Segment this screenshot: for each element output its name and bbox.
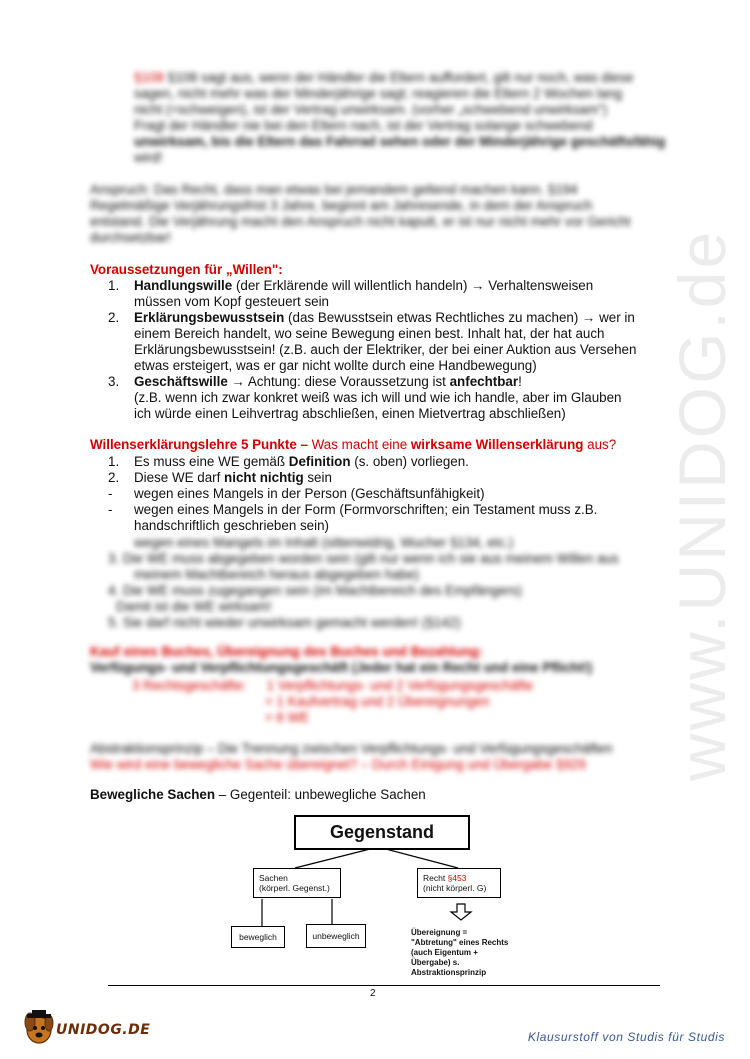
blurred-abstraktion: Abstraktionsprinzip – Die Trennung zwischen Verpflichtungs- und Verfügungsgeschäften — [90, 741, 613, 756]
blurred-line: §108 sagt aus, wenn der Händler die Eltern auffordert, gilt nur noch, was diese — [167, 70, 634, 85]
arrow-down-icon — [451, 904, 471, 920]
diagram-unbeweglich-box — [306, 924, 366, 948]
blurred-line: unwirksam, bis die Eltern das Fahrrad sehen oder der Minderjährige geschäftsfähig — [134, 134, 666, 149]
diagram-root-box — [294, 815, 470, 850]
list-number: 2. — [108, 310, 120, 325]
list-number: 1. — [108, 278, 120, 293]
voraussetzungen-heading: Voraussetzungen für „Willen": — [90, 262, 283, 277]
unidog-logo-text: UNIDOG.DE — [56, 1022, 151, 1038]
item-bold: Definition — [288, 454, 351, 469]
item-text: etwas ersteigert, was er gar nicht wollte durch eine Handbewegung) — [134, 358, 537, 373]
wel-heading-bold: Willenserklärungslehre 5 Punkte – — [90, 437, 308, 452]
blurred-line: 3. Die WE muss abgegeben worden sein (gilt nur wenn ich sie aus meinem Willen aus — [108, 551, 619, 566]
blurred-kauf-sub: Verfügungs- und Verpflichtungsgeschäft (Jeder hat ein Recht und eine Pflicht!) — [90, 660, 593, 675]
list-number: 1. — [108, 454, 120, 469]
bewegliche-bold: Bewegliche Sachen — [90, 787, 216, 802]
diagram-beweglich-box — [231, 926, 285, 948]
blurred-line: Damit ist die WE wirksam! — [116, 599, 272, 614]
uebereignung-line: (auch Eigentum + — [411, 948, 478, 957]
blurred-paragraph-1: §108 §108 sagt aus, wenn der Händler die Eltern auffordert, gilt nur noch, was diese sagen, nicht mehr was der Minderjährige sagt; reagieren die Eltern 2 Wochen lang nicht (=schweigen), ist der Vertrag unwirksam. (vorher „schwebend unwirksam") Fragt der Händler nie bei den Eltern nach, ist der Vertrag solange schwebend unwirksam, bis die Eltern das Fahrrad sehen oder der Minderjährige geschäftsfähig wird! — [134, 70, 666, 165]
dog-icon — [22, 1010, 56, 1046]
uebereignung-line: Übergabe) s. — [411, 958, 460, 967]
uebereignung-line: "Abtretung" eines Rechts — [411, 938, 509, 947]
blurred-line: meinem Machtbereich heraus abgegeben habe) — [134, 567, 420, 582]
unidog-logo — [22, 1008, 162, 1048]
blurred-line: wird! — [134, 150, 163, 165]
wel-heading-text: Was macht eine — [307, 437, 411, 452]
item-text: wegen eines Mangels in der Person (Geschäftsunfähigkeit) — [134, 486, 485, 501]
list-dash: - — [108, 502, 113, 517]
watermark-text: www.UNIDOG.de — [665, 228, 739, 782]
diagram-root-label: Gegenstand — [329, 822, 435, 842]
list-number: 3. — [108, 374, 120, 389]
item-text: ich würde einen Leihvertrag abschließen, einen Mietvertrag abschließen) — [134, 406, 566, 421]
item-text: Erklärungsbewusstsein! (z.B. auch der Elektriker, der bei einer Auktion aus Versehen — [134, 342, 637, 357]
item-text: (s. oben) vorliegen. — [350, 454, 469, 469]
item-text: (z.B. wenn ich zwar konkret weiß was ich will und wie ich handle, aber im Glauben — [134, 390, 622, 405]
diagram-beweglich-label: beweglich — [239, 932, 277, 942]
diagram-recht-box — [417, 868, 501, 898]
item-text: (das Bewusstsein etwas Rechtliches zu machen) → wer in — [284, 310, 635, 325]
blurred-line: entstand. Die Verjährung macht den Anspruch nicht kaputt, er ist nur nicht mehr vor Gericht — [90, 214, 631, 229]
wel-heading-bold: wirksame Willenserklärung — [410, 437, 584, 452]
page-number: 2 — [370, 988, 376, 999]
diagram-recht-sub: (nicht körperl. G) — [423, 883, 487, 893]
item-text: Diese WE darf — [134, 470, 225, 485]
uebereignung-line: Abstraktionsprinzip — [411, 968, 487, 977]
item-bold: Handlungswille — [134, 278, 233, 293]
footer-slogan: Klausurstoff von Studis für Studis — [527, 1030, 725, 1044]
item-text: (der Erklärende will willentlich handeln) → Verhaltensweisen — [232, 278, 594, 293]
diagram-unbeweglich-label: unbeweglich — [312, 931, 360, 941]
blurred-line: durchsetzbar! — [90, 230, 172, 245]
item-text: müssen vom Kopf gesteuert sein — [134, 294, 330, 309]
blurred-line: = 6 WE — [265, 710, 310, 725]
item-text: handschriftlich geschrieben sein) — [134, 518, 330, 533]
connector-line — [295, 847, 378, 868]
item-text: Es muss eine WE gemäß — [134, 454, 289, 469]
diagram-sachen-sub: (körperl. Gegenst.) — [259, 883, 330, 893]
blurred-line: wegen eines Mangels im Inhalt (sittenwidrig, Wucher §134, etc.) — [134, 535, 514, 550]
item-text: ! — [518, 374, 522, 389]
diagram-recht-paragraph: §453 — [447, 873, 467, 883]
item-bold: Geschäftswille — [134, 374, 228, 389]
blurred-line: Fragt der Händler nie bei den Eltern nach, ist der Vertrag solange schwebend — [134, 118, 593, 133]
item-bold: Erklärungsbewusstsein — [134, 310, 285, 325]
diagram-sachen-label: Sachen — [259, 873, 288, 883]
uebereignung-line: Übereignung = — [411, 928, 468, 937]
wel-heading-text: aus? — [583, 437, 617, 452]
blurred-line: = 1 Kaufvertrag und 2 Übereignungen — [265, 694, 490, 709]
blurred-line: 5. Sie darf nicht wieder unwirksam gemacht werden! (§142) — [108, 615, 461, 630]
item-bold: nicht nichtig — [224, 470, 304, 485]
blurred-line: 3 Rechtsgeschäfte: — [132, 678, 247, 693]
connector-line — [378, 847, 458, 868]
diagram-recht-label: Recht — [423, 873, 448, 883]
item-text: wegen eines Mangels in der Form (Formvorschriften; ein Testament muss z.B. — [134, 502, 598, 517]
blurred-wie: Wie wird eine bewegliche Sache übereignet? – Durch Einigung und Übergabe §929 — [90, 757, 586, 772]
footer-divider — [108, 985, 660, 986]
item-text: einem Bereich handelt, wo seine Bewegung einen best. Inhalt hat, der hat auch — [134, 326, 605, 341]
blurred-line: Anspruch: Das Recht, dass man etwas bei jemandem geltend machen kann. §194 — [90, 182, 578, 197]
bewegliche-text: – Gegenteil: unbewegliche Sachen — [215, 787, 426, 802]
item-text: sein — [303, 470, 332, 485]
list-number: 2. — [108, 470, 120, 485]
blurred-line: Regelmäßige Verjährungsfrist 3 Jahre, beginnt am Jahresende, in dem der Anspruch — [90, 198, 593, 213]
blurred-kauf-heading: Kauf eines Buches, Übereignung des Buches und Bezahlung: — [90, 644, 483, 659]
item-bold: anfechtbar — [449, 374, 519, 389]
diagram-uebereignung-text — [411, 928, 508, 978]
item-text: → Achtung: diese Voraussetzung ist — [227, 374, 450, 389]
blurred-line: 1 Verpflichtungs- und 2 Verfügungsgeschäfte — [266, 678, 534, 693]
diagram-sachen-box — [253, 868, 341, 898]
blurred-line: sagen, nicht mehr was der Minderjährige sagt; reagieren die Eltern 2 Wochen lang — [134, 86, 623, 101]
blurred-line: 4. Die WE muss zugegangen sein (im Machtbereich des Empfängers) — [108, 583, 522, 598]
list-dash: - — [108, 486, 113, 501]
blurred-line: nicht (=schweigen), ist der Vertrag unwirksam. (vorher „schwebend unwirksam") — [134, 102, 608, 117]
